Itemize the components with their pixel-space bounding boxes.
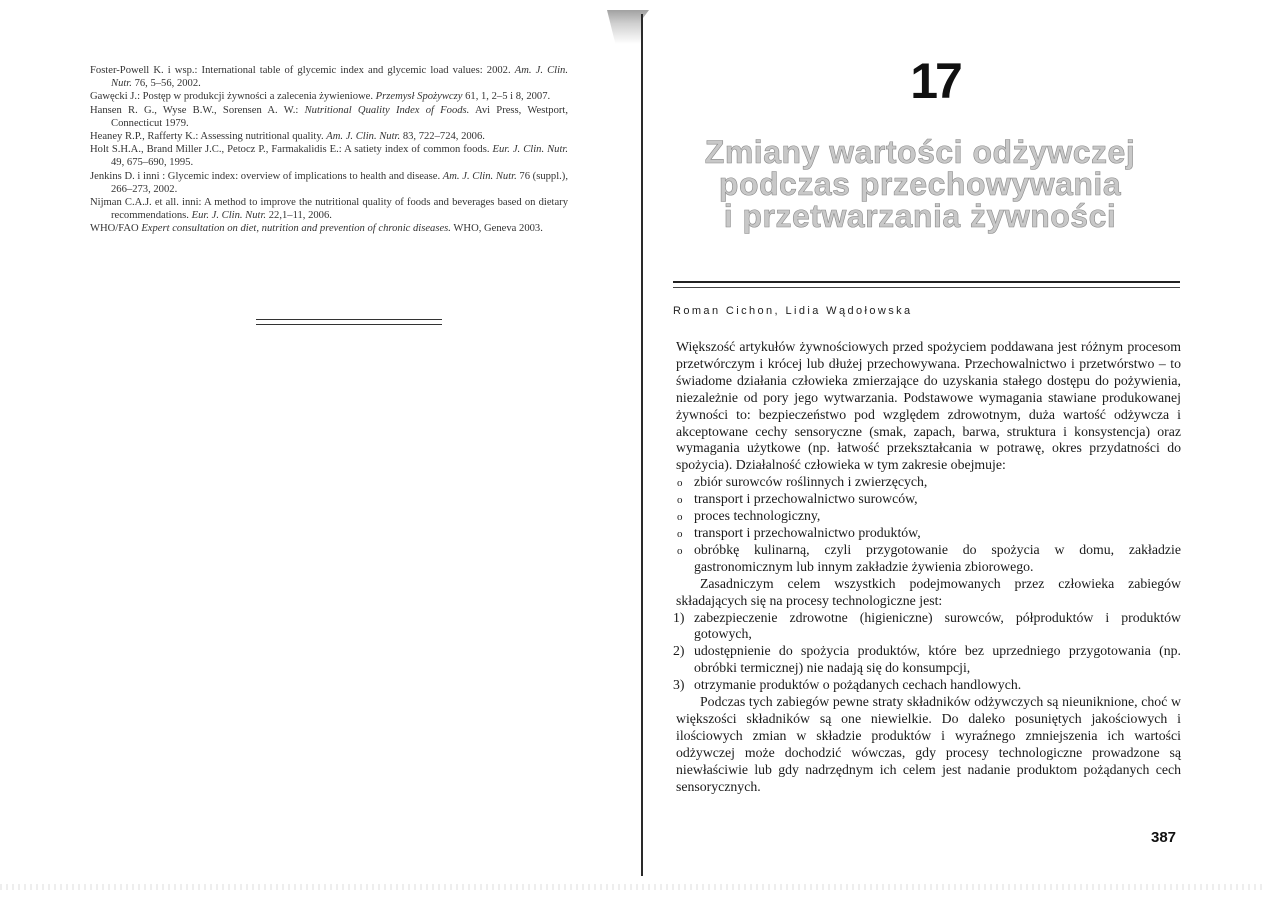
reference-item: Holt S.H.A., Brand Miller J.C., Petocz P., Farmakalidis E.: A satiety index of common foods. Eur. J. Clin. Nutr. 49, 675–690, 1995. bbox=[90, 144, 568, 169]
bullet-icon: o bbox=[677, 494, 683, 507]
list-item: o zbiór surowców roślinnych i zwierzęcych, bbox=[676, 474, 1181, 491]
closing-paragraph: Podczas tych zabiegów pewne straty składników odżywczych są nieuniknione, choć w większości składników są one niewielkie. Do daleko posuniętych jakościowych i ilościowych zmian w składzie produktów i wyraźnego zmniejszenia ich wartości odżywczej może dochodzić wówczas, gdy procesy technologiczne prowadzone są niewłaściwie lub gdy nadrzędnym ich celem jest nadanie produktom pożądanych cech sensorycznych. bbox=[676, 694, 1181, 794]
reference-item: Heaney R.P., Rafferty K.: Assessing nutritional quality. Am. J. Clin. Nutr. 83, 722–724, 2006. bbox=[90, 131, 485, 143]
left-page-references bbox=[90, 64, 568, 236]
bullet-icon: o bbox=[677, 544, 683, 557]
reference-item: Hansen R. G., Wyse B.W., Sorensen A. W.: Nutritional Quality Index of Foods. Avi Press, Westport, Connecticut 1979. bbox=[90, 104, 568, 129]
reference-item: Foster-Powell K. i wsp.: International table of glycemic index and glycemic load values: 2002. Am. J. Clin. Nutr. 76, 5–56, 2002. bbox=[90, 65, 568, 90]
page-number: 387 bbox=[1151, 829, 1177, 846]
reference-item: Nijman C.A.J. et all. inni: A method to improve the nutritional quality of foods and beverages based on dietary recommendations. Eur. J. Clin. Nutr. 22,1–11, 2006. bbox=[90, 197, 568, 222]
chapter-title-line: i przetwarzania żywności bbox=[723, 198, 1117, 234]
bullet-icon: o bbox=[677, 527, 683, 540]
numbered-item: 2) udostępnienie do spożycia produktów, które bez uprzedniego przygotowania (np. obróbki termicznej) nie nadają się do konsumpcji, bbox=[673, 643, 1181, 676]
chapter-authors: Roman Cichon, Lidia Wądołowska bbox=[673, 305, 913, 317]
reference-item: WHO/FAO Expert consultation on diet, nutrition and prevention of chronic diseases. WHO, Geneva 2003. bbox=[90, 223, 543, 235]
page-gutter-divider bbox=[641, 14, 643, 876]
list-item: o proces technologiczny, bbox=[676, 508, 1181, 525]
chapter-body bbox=[673, 339, 1181, 795]
scan-edge-noise bbox=[0, 884, 1263, 890]
goals-list bbox=[673, 609, 1181, 695]
list-item: o transport i przechowalnictwo produktów, bbox=[676, 525, 1181, 542]
references-end-rule bbox=[256, 319, 442, 325]
activities-list bbox=[676, 474, 1181, 575]
chapter-title bbox=[700, 136, 1140, 232]
bullet-icon: o bbox=[677, 511, 683, 524]
chapter-title-line: Zmiany wartości odżywczej bbox=[704, 134, 1136, 170]
reference-item: Gawęcki J.: Postęp w produkcji żywności a zalecenia żywieniowe. Przemysł Spożywczy 61, 1, 2–5 i 8, 2007. bbox=[90, 91, 551, 103]
chapter-header-rule bbox=[673, 281, 1180, 288]
numbered-item: 1) zabezpieczenie zdrowotne (higieniczne) surowców, półproduktów i produktów gotowych, bbox=[673, 609, 1181, 642]
reference-item: Jenkins D. i inni : Glycemic index: overview of implications to health and disease. Am. J. Clin. Nutr. 76 (suppl.), 266–273, 2002. bbox=[90, 170, 568, 195]
intro-paragraph: Większość artykułów żywnościowych przed spożyciem poddawana jest różnym procesom przetwórczym i krócej lub dłużej przechowywana. Przechowalnictwo i przetwórstwo – to świadome działania człowieka zmierzające do uzyskania stałego dostępu do pożywienia, niezależnie od pory jego wytwarzania. Podstawowe wymagania stawiane produkowanej żywności to: bezpieczeństwo pod względem zdrowotnym, duża wartość odżywcza i akceptowane cechy sensoryczne (smak, zapach, barwa, struktura i konsystencja) oraz wymagania użytkowe (np. łatwość przekształcania w potrawę, okres przydatności do spożycia). Działalność człowieka w tym zakresie obejmuje: bbox=[676, 339, 1181, 473]
bullet-icon: o bbox=[677, 477, 683, 490]
goals-paragraph: Zasadniczym celem wszystkich podejmowanych przez człowieka zabiegów składających się na procesy technologiczne jest: bbox=[676, 575, 1181, 608]
list-item: o transport i przechowalnictwo surowców, bbox=[676, 491, 1181, 508]
chapter-number: 17 bbox=[910, 53, 960, 109]
list-item: o obróbkę kulinarną, czyli przygotowanie do spożycia w domu, zakładzie gastronomicznym lub innym zakładzie żywienia zbiorowego. bbox=[677, 541, 1181, 574]
chapter-title-line: podczas przechowywania bbox=[718, 166, 1122, 202]
numbered-item: 3) otrzymanie produktów o pożądanych cechach handlowych. bbox=[673, 677, 1022, 693]
